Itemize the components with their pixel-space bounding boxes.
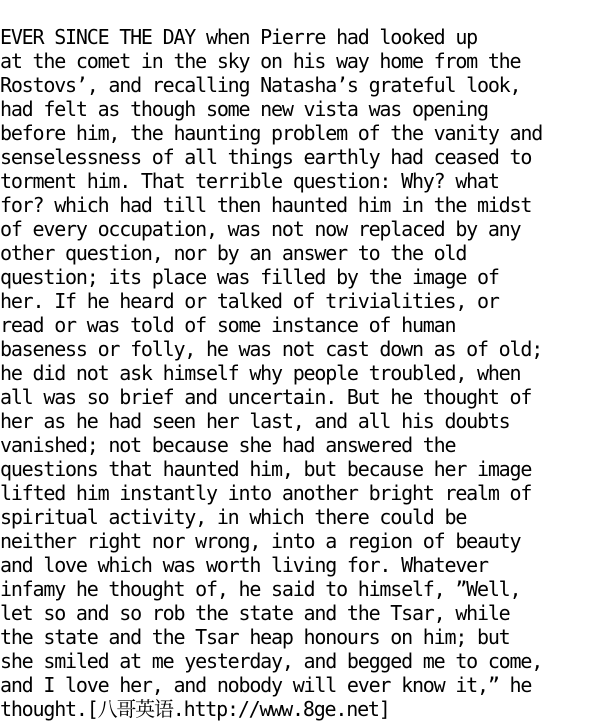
text-line: question; its place was filled by the image of — [0, 265, 499, 289]
text-line: Rostovs’, and recalling Natasha’s grateful look, — [0, 73, 521, 97]
text-line: she smiled at me yesterday, and begged me to come, — [0, 649, 543, 673]
text-line: EVER SINCE THE DAY when Pierre had looked up — [0, 25, 478, 49]
text-line: lifted him instantly into another bright realm of — [0, 481, 532, 505]
text-line: read or was told of some instance of human — [0, 313, 456, 337]
text-line: senselessness of all things earthly had ceased to — [0, 145, 532, 169]
text-line: infamy he thought of, he said to himself, ”Well, — [0, 577, 521, 601]
text-line: all was so brief and uncertain. But he thought of — [0, 385, 532, 409]
text-line: of every occupation, was not now replaced by any — [0, 217, 521, 241]
text-line: torment him. That terrible question: Why? what — [0, 169, 499, 193]
text-line: her. If he heard or talked of trivialities, or — [0, 289, 499, 313]
text-line: let so and so rob the state and the Tsar, while — [0, 601, 510, 625]
text-line: and I love her, and nobody will ever know it,” he — [0, 673, 532, 697]
text-line: spiritual activity, in which there could be — [0, 505, 467, 529]
text-line: her as he had seen her last, and all his doubts — [0, 409, 510, 433]
text-line: questions that haunted him, but because her image — [0, 457, 532, 481]
text-line: for? which had till then haunted him in the midst — [0, 193, 532, 217]
text-line: neither right nor wrong, into a region of beauty — [0, 529, 521, 553]
document-text — [0, 25, 600, 721]
text-line: other question, nor by an answer to the old — [0, 241, 467, 265]
text-line: had felt as though some new vista was opening — [0, 97, 488, 121]
text-line: before him, the haunting problem of the vanity and — [0, 121, 543, 145]
text-line: at the comet in the sky on his way home from the — [0, 49, 521, 73]
text-line: he did not ask himself why people troubled, when — [0, 361, 521, 385]
text-line: baseness or folly, he was not cast down as of old; — [0, 337, 543, 361]
text-line: vanished; not because she had answered the — [0, 433, 456, 457]
text-line: and love which was worth living for. Whatever — [0, 553, 488, 577]
text-line: the state and the Tsar heap honours on him; but — [0, 625, 510, 649]
text-line: thought.[八哥英语.http://www.8ge.net] — [0, 697, 390, 721]
